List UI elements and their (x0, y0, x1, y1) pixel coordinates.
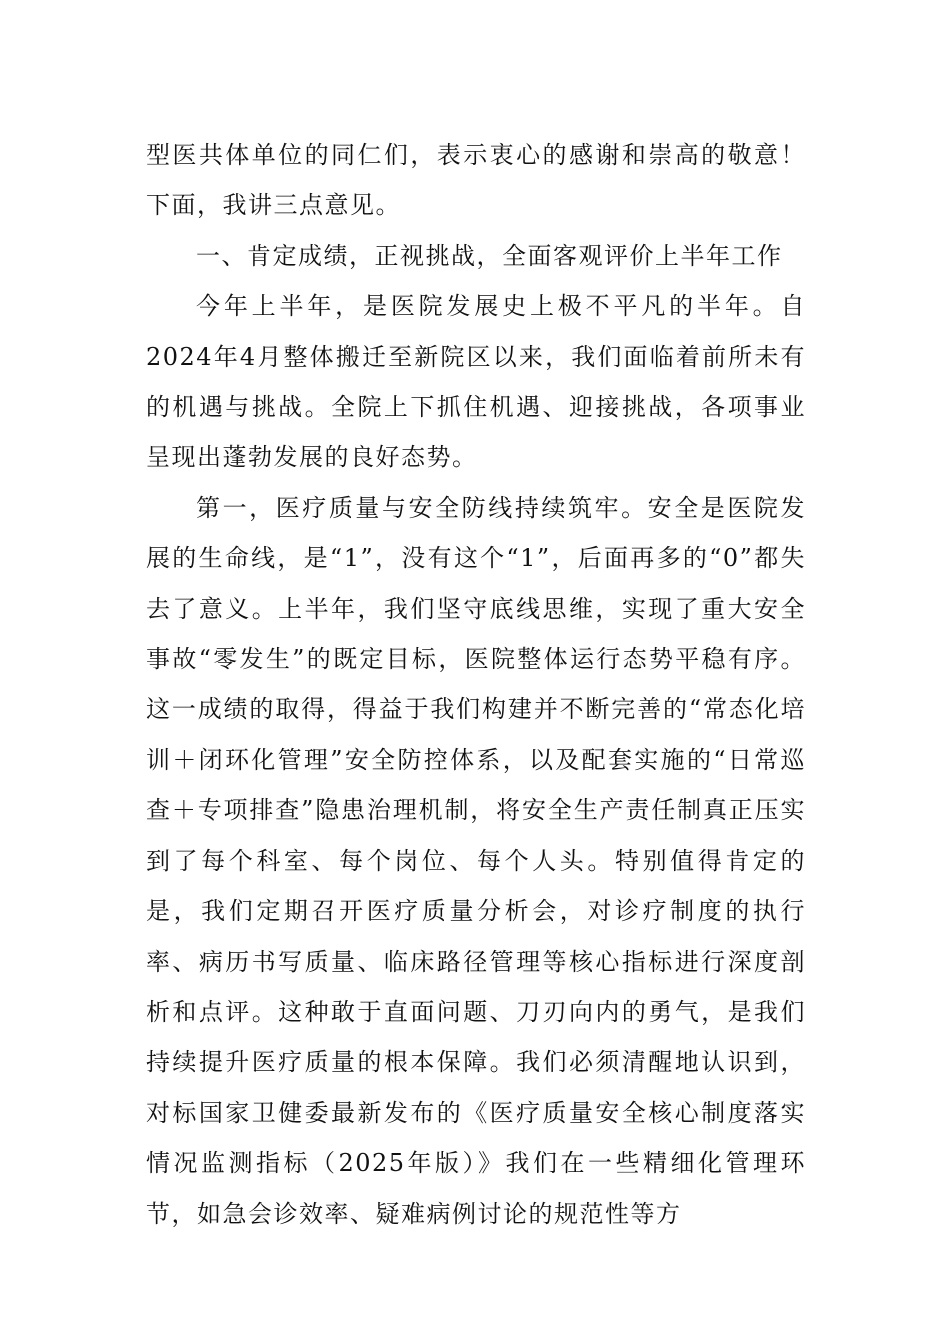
paragraph-first-half-overview: 今年上半年，是医院发展史上极不平凡的半年。自2024年4月整体搬迁至新院区以来，我们面临着前所未有的机遇与挑战。全院上下抓住机遇、迎接挑战，各项事业呈现出蓬勃发展的良好态势。 (146, 292, 806, 472)
document-body (146, 130, 806, 1239)
section-heading-one: 一、肯定成绩，正视挑战，全面客观评价上半年工作 (196, 241, 783, 270)
paragraph-medical-quality-safety: 第一，医疗质量与安全防线持续筑牢。安全是医院发展的生命线，是“1”，没有这个“1”，后面再多的“0”都失去了意义。上半年，我们坚守底线思维，实现了重大安全事故“零发生”的既定目标，医院整体运行态势平稳有序。这一成绩的取得，得益于我们构建并不断完善的“常态化培训＋闭环化管理”安全防控体系，以及配套实施的“日常巡查＋专项排查”隐患治理机制，将安全生产责任制真正压实到了每个科室、每个岗位、每个人头。特别值得肯定的是，我们定期召开医疗质量分析会，对诊疗制度的执行率、病历书写质量、临床路径管理等核心指标进行深度剖析和点评。这种敢于直面问题、刀刃向内的勇气，是我们持续提升医疗质量的根本保障。我们必须清醒地认识到，对标国家卫健委最新发布的《医疗质量安全核心制度落实情况监测指标（2025年版）》我们在一些精细化管理环节，如急会诊效率、疑难病例讨论的规范性等方 (146, 493, 806, 1228)
paragraph-closing-thanks: 型医共体单位的同仁们，表示衷心的感谢和崇高的敬意！下面，我讲三点意见。 (146, 141, 806, 220)
